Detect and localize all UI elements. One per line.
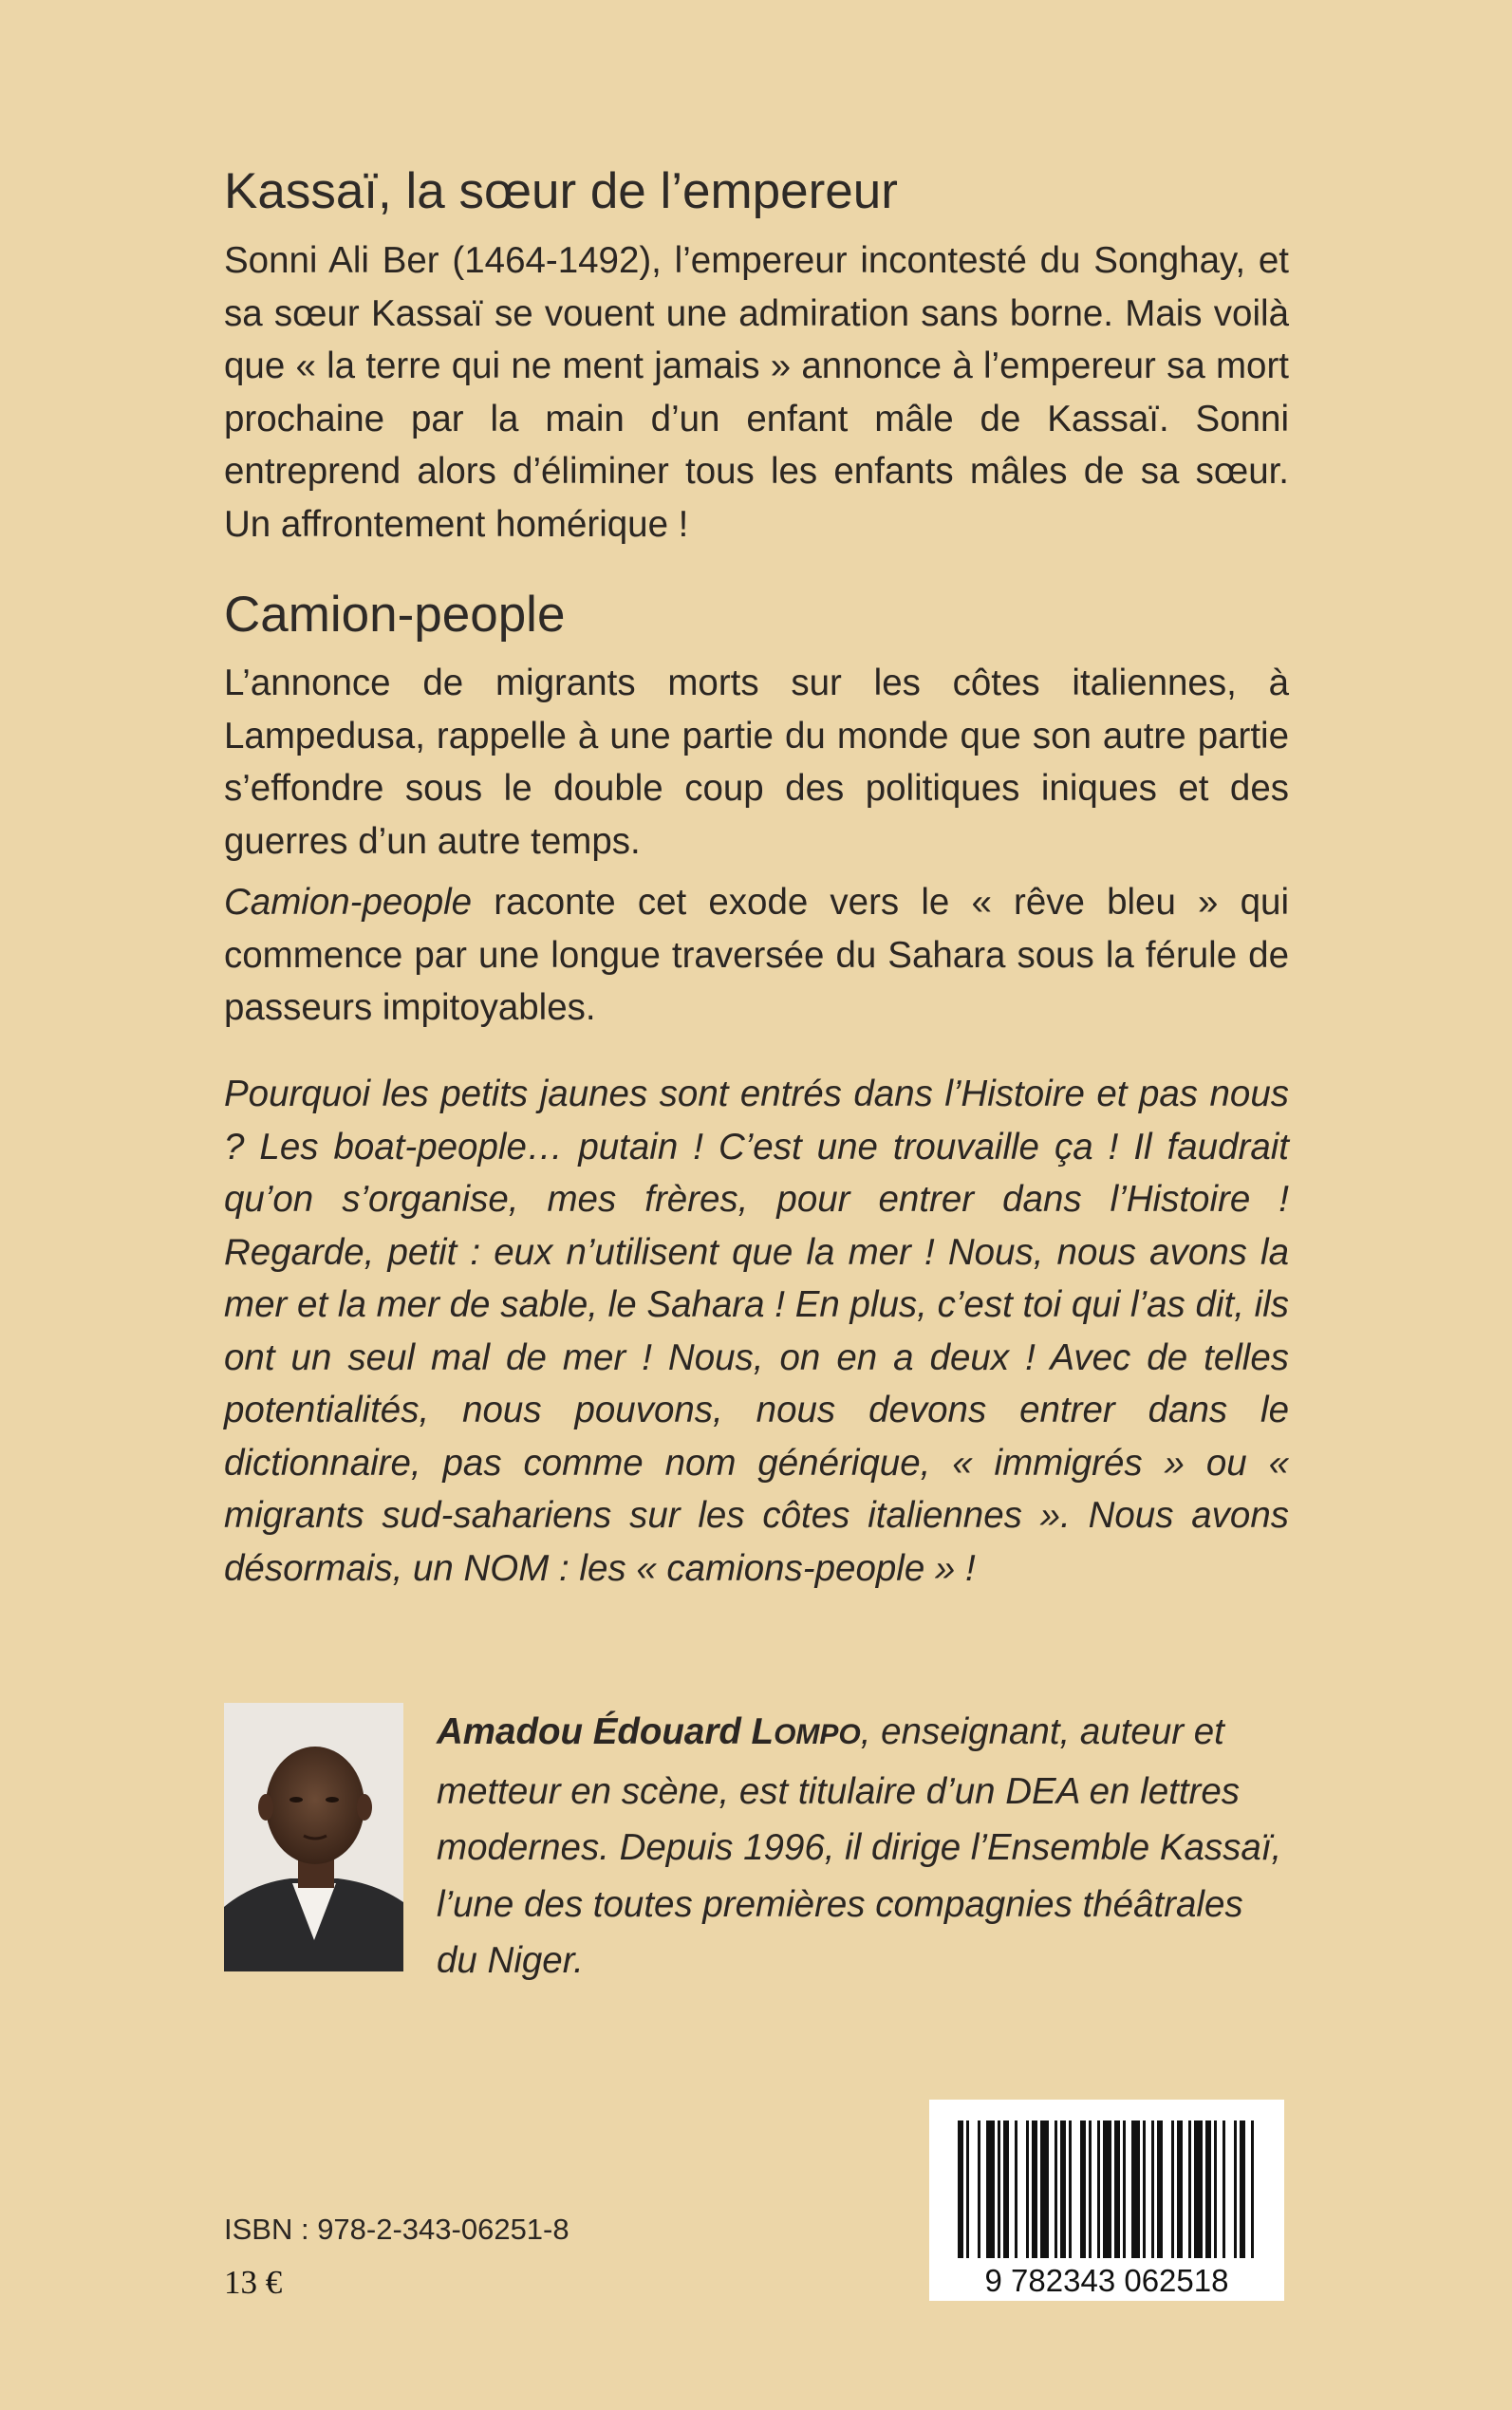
barcode xyxy=(929,2100,1284,2301)
author-name-smallcaps: OMPO xyxy=(774,1719,861,1750)
author-bio-text: , enseignant, auteur et metteur en scène, est titulaire d’un DEA en lettres modernes. Depuis 1996, il dirige l’Ensemble Kassaï, l’une des toutes premières compagnies théâtrales du Niger. xyxy=(437,1711,1282,1981)
section-text-kassai: Sonni Ali Ber (1464-1492), l’empereur incontesté du Songhay, et sa sœur Kassaï se vouent une admiration sans borne. Mais voilà que « la terre qui ne ment jamais » annonce à l’empereur sa mort prochaine par la main d’un enfant mâle de Kassaï. Sonni entreprend alors d’éliminer tous les enfants mâles de sa sœur. Un affrontement homérique ! xyxy=(224,240,1289,545)
price: 13 € xyxy=(224,2264,283,2301)
isbn: ISBN : 978-2-343-06251-8 xyxy=(224,2213,569,2246)
section-text-camion-people: L’annonce de migrants morts sur les côtes italiennes, à Lampedusa, rappelle à une partie du monde que son autre partie s’effondre sous le double coup des politiques iniques et des guerres d’un autre temps. xyxy=(224,663,1289,862)
section-text-camion-people-2 xyxy=(224,876,1289,1035)
author-name: Amadou Édouard LOMPO xyxy=(437,1711,861,1752)
excerpt-quote: Pourquoi les petits jaunes sont entrés dans l’Histoire et pas nous ? Les boat-people… putain ! C’est une trouvaille ça ! Il faudrait qu’on s’organise, mes frères, pour entrer dans l’Histoire ! Regarde, petit : eux n’utilisent que la mer ! Nous, nous avons la mer et la mer de sable, le Sahara ! En plus, c’est toi qui l’as dit, ils ont un seul mal de mer ! Nous, on en a deux ! Avec de telles potentialités, nous pouvons, nous devons entrer dans le dictionnaire, pas comme nom générique, « immigrés » ou « migrants sud-sahariens sur les côtes italiennes ». Nous avons désormais, un NOM : les « camions-people » ! xyxy=(224,1074,1289,1589)
author-photo xyxy=(224,1703,403,1971)
section-title-kassai: Kassaï, la sœur de l’empereur xyxy=(224,163,898,219)
book-title-italic: Camion-people xyxy=(224,882,473,923)
barcode-digits: 9 782343 062518 xyxy=(984,2263,1229,2298)
section-text-rest: raconte cet exode vers le « rêve bleu » qui commence par une longue traversée du Sahara sous la férule de passeurs impitoyables. xyxy=(224,882,1289,1028)
section-title-camion-people: Camion-people xyxy=(224,587,566,643)
author-bio xyxy=(437,1704,1289,1990)
